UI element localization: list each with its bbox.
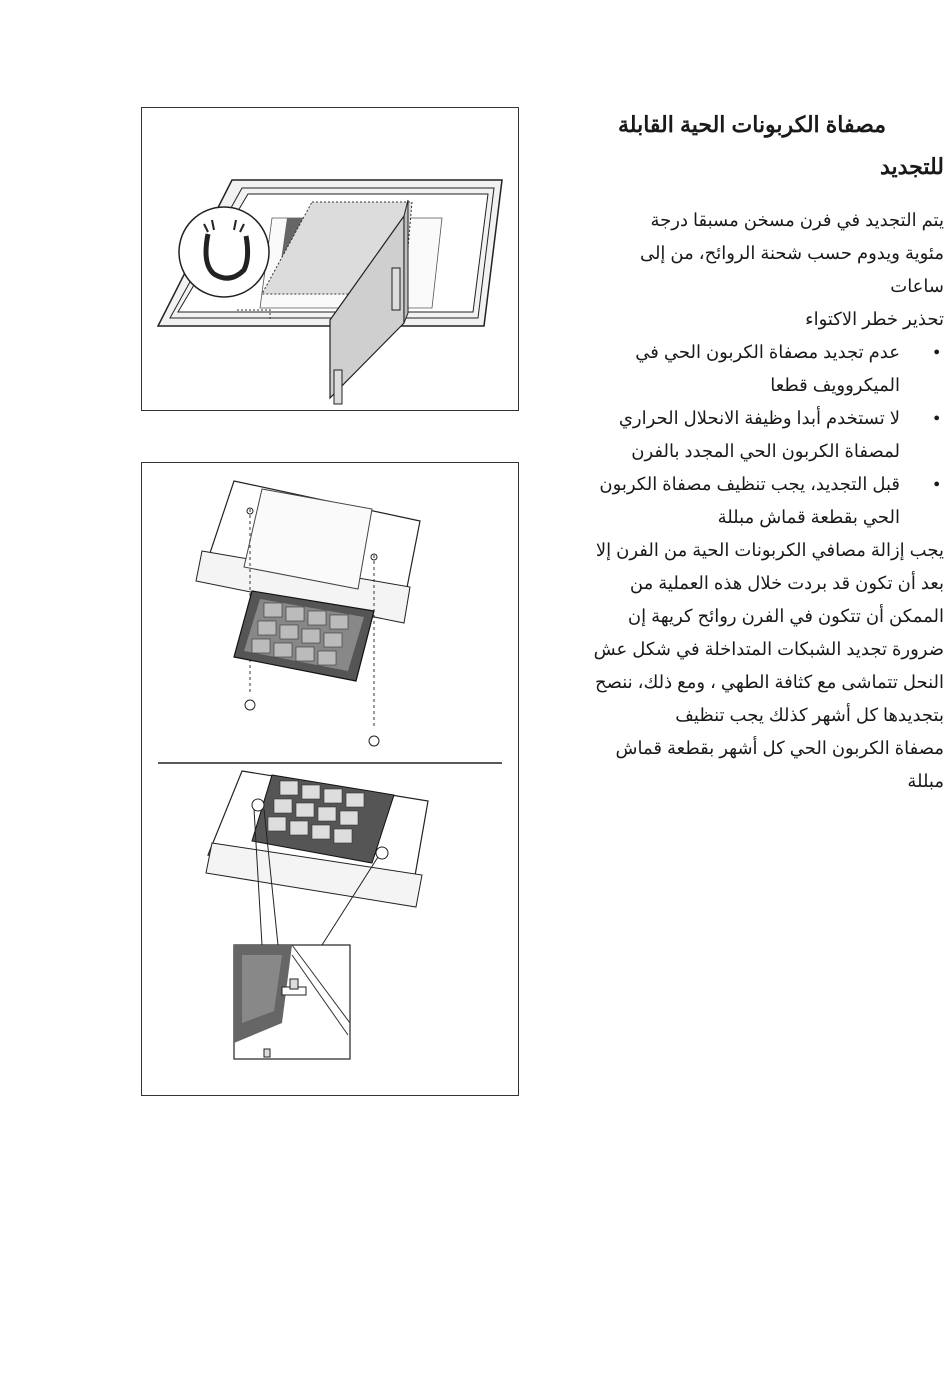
intro-paragraph <box>560 204 944 303</box>
closing-line: النحل تتماشى مع كثافة الطهي ، ومع ذلك، ننصح <box>595 672 944 692</box>
intro-line: ساعات <box>890 276 944 296</box>
section-title-line1: مصفاة الكربونات الحية القابلة <box>618 112 886 137</box>
intro-line: يتم التجديد في فرن مسخن مسبقا درجة <box>650 210 944 230</box>
list-item-line: ● قبل التجديد، يجب تنظيف مصفاة الكربون <box>599 474 900 494</box>
list-item-line: الحي بقطعة قماش مبللة <box>717 507 900 527</box>
intro-line: مئوية ويدوم حسب شحنة الروائح، من إلى <box>639 243 944 263</box>
oven-filter-illustration <box>141 107 519 411</box>
closing-line: بعد أن تكون قد بردت خلال هذه العملية من <box>629 573 944 593</box>
closing-line: بتجديدها كل أشهر كذلك يجب تنظيف <box>675 705 944 725</box>
closing-line: يجب إزالة مصافي الكربونات الحية من الفرن إلا <box>595 540 944 560</box>
warning-list <box>560 336 944 534</box>
section-title-line2: للتجديد <box>879 154 944 179</box>
closing-paragraph <box>560 534 944 798</box>
closing-line: مبللة <box>907 771 944 791</box>
closing-line: مصفاة الكربون الحي كل أشهر بقطعة قماش <box>615 738 944 758</box>
closing-line: الممكن أن تتكون في الفرن روائح كريهة إن <box>627 606 944 626</box>
section-title <box>560 104 944 188</box>
warning-heading-text: تحذير خطر الاكتواء <box>805 309 944 329</box>
filter-removal-illustration <box>141 462 519 1096</box>
warning-heading <box>560 303 944 336</box>
list-item-line: ● عدم تجديد مصفاة الكربون الحي في <box>635 342 900 362</box>
list-item-line: لمصفاة الكربون الحي المجدد بالفرن <box>631 441 900 461</box>
instructions-column <box>560 104 944 798</box>
list-item-line: الميكروويف قطعا <box>770 375 900 395</box>
list-item-line: ● لا تستخدم أبدا وظيفة الانحلال الحراري <box>618 408 900 428</box>
list-item <box>560 336 944 402</box>
list-item <box>560 468 944 534</box>
closing-line: ضرورة تجديد الشبكات المتداخلة في شكل عش <box>593 639 944 659</box>
list-item <box>560 402 944 468</box>
